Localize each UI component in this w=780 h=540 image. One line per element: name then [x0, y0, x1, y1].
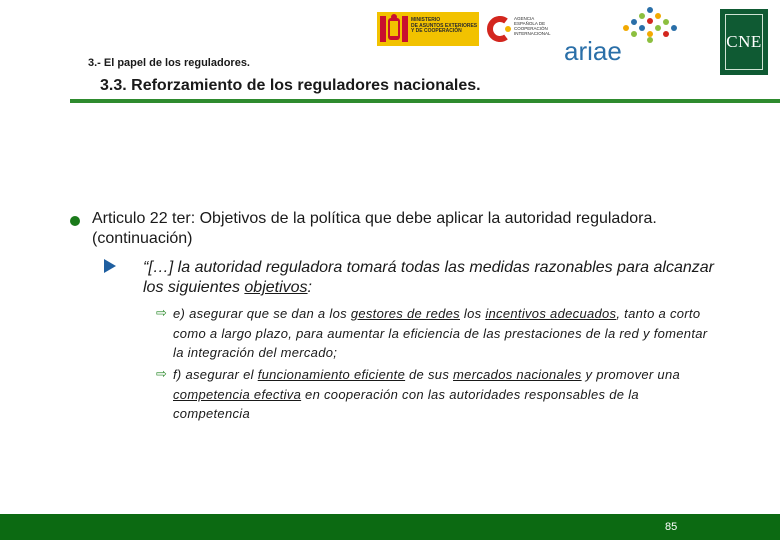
objective-e-text: , tanto a corto como a largo plazo, para aumentar la eficiencia de las prestaciones de la red y fomentar la integración del mercado;: [173, 306, 708, 360]
quote-colon: :: [307, 279, 312, 296]
ministerio-logo: [377, 12, 479, 46]
objective-e-incentivos: incentivos adecuados: [485, 306, 617, 321]
bullet-triangle-icon: [104, 259, 116, 273]
objective-e-text: e) asegurar que se dan a los: [173, 306, 351, 321]
aecid-logo: [484, 12, 554, 46]
bullet-dot-icon: [70, 216, 80, 226]
objective-f-text: en cooperación con las autoridades responsables de la competencia: [173, 386, 639, 421]
cne-logo: [720, 9, 768, 75]
objective-f-text: f) asegurar el: [173, 367, 258, 382]
arrow-right-icon: ⇨: [156, 305, 167, 320]
quote-objetivos: objetivos: [244, 279, 308, 296]
objective-f-funcionamiento: funcionamiento eficiente: [257, 367, 406, 382]
aecid-c-icon: [484, 14, 512, 44]
bullet-objective-e: [173, 304, 713, 363]
footer-bar: [0, 514, 780, 540]
ministerio-text: MINISTERIO DE ASUNTOS EXTERIORES Y DE COOPERACIÓN: [411, 17, 478, 34]
aecid-text: AGENCIA ESPAÑOLA DE COOPERACIÓN INTERNACIONAL: [514, 16, 551, 36]
title-divider: [70, 99, 780, 103]
bullet-article-22: Articulo 22 ter: Objetivos de la política que debe aplicar la autoridad reguladora. (continuación): [92, 210, 657, 247]
quote-text: “[…] la autoridad reguladora tomará todas las medidas razonables para alcanzar los siguientes: [143, 259, 714, 296]
section-label: 3.- El papel de los reguladores.: [88, 57, 250, 69]
objective-f-text: de sus: [405, 367, 454, 382]
objective-f-competencia: competencia efectiva: [173, 386, 302, 402]
ariae-logo: [560, 6, 690, 72]
bullet-objective-f: [173, 365, 713, 424]
objective-f-mercados: mercados nacionales: [453, 367, 582, 382]
page-title: 3.3. Reforzamiento de los reguladores nacionales.: [100, 77, 481, 94]
ariae-wordmark: ariae: [564, 36, 622, 66]
page-number: 85: [665, 521, 678, 533]
objective-e-text: los: [459, 306, 486, 321]
arrow-right-icon: ⇨: [156, 366, 167, 381]
bullet-quote: [143, 258, 733, 298]
objective-e-gestores: gestores de redes: [350, 306, 460, 321]
objective-f-text: y promover una: [581, 367, 681, 382]
cne-wordmark: CNE: [726, 32, 762, 51]
